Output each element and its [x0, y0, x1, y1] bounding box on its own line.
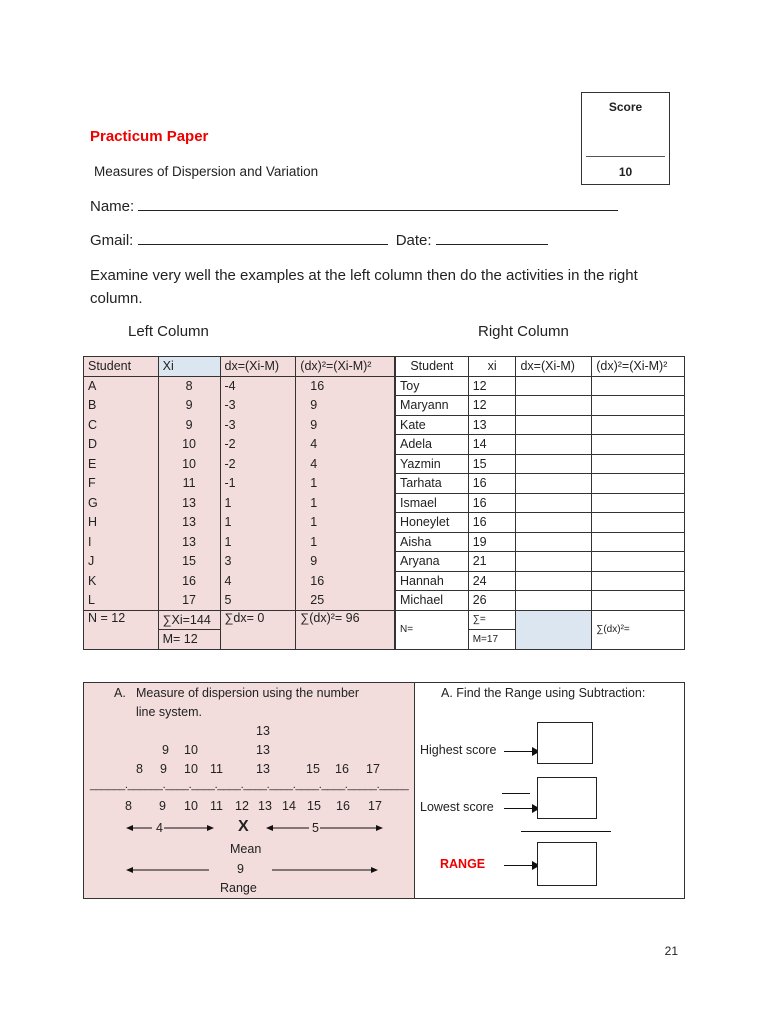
right-cell: 14	[468, 435, 516, 455]
left-cell: D	[84, 435, 159, 455]
left-cell: 25	[296, 591, 395, 611]
right-answer-cell[interactable]	[516, 513, 592, 533]
left-cell: 11	[158, 474, 220, 494]
highest-score-label: Highest score	[420, 743, 497, 757]
axis-tick-11: 11	[210, 799, 223, 813]
distance-left: 4	[156, 821, 163, 835]
left-cell: L	[84, 591, 159, 611]
left-cell: 16	[296, 376, 395, 396]
right-header-xi: xi	[468, 357, 516, 377]
right-answer-cell[interactable]	[516, 454, 592, 474]
axis-tick-12: 12	[235, 799, 249, 813]
right-answer-cell[interactable]	[516, 591, 592, 611]
highest-score-box[interactable]	[537, 722, 593, 764]
right-table-row	[396, 415, 685, 435]
left-summary-row	[84, 610, 395, 630]
score-label: Score	[608, 100, 643, 114]
right-answer-cell[interactable]	[516, 493, 592, 513]
right-cell: Hannah	[396, 571, 469, 591]
right-answer-cell[interactable]	[592, 571, 685, 591]
right-table-row	[396, 552, 685, 572]
gmail-blank[interactable]	[138, 231, 388, 245]
right-column-title: Right Column	[478, 323, 569, 340]
right-header-dx: dx=(Xi-M)	[516, 357, 592, 377]
left-table-row	[84, 396, 395, 416]
left-cell: 1	[220, 493, 296, 513]
right-cell: Kate	[396, 415, 469, 435]
right-table-row	[396, 454, 685, 474]
left-cell: 4	[296, 435, 395, 455]
stack-row-3-v5: 15	[306, 762, 320, 776]
right-table-row	[396, 571, 685, 591]
score-divider	[586, 156, 665, 157]
date-blank[interactable]	[436, 231, 548, 245]
right-sum-dx2: ∑(dx)²=	[592, 610, 685, 649]
right-mean: M=17	[468, 630, 516, 650]
left-table-row	[84, 415, 395, 435]
left-cell: J	[84, 552, 159, 572]
mean-label: Mean	[230, 842, 262, 856]
stack-row-2-b: 10	[184, 743, 198, 757]
left-cell: G	[84, 493, 159, 513]
number-line-heading-2: line system.	[136, 705, 202, 719]
right-answer-cell[interactable]	[516, 474, 592, 494]
left-cell: 10	[158, 454, 220, 474]
left-table-row	[84, 474, 395, 494]
left-cell: H	[84, 513, 159, 533]
left-cell: I	[84, 532, 159, 552]
left-cell: 9	[296, 415, 395, 435]
left-cell: 1	[296, 513, 395, 533]
right-answer-cell[interactable]	[516, 415, 592, 435]
left-header-xi: Xi	[158, 357, 220, 377]
stack-row-2-c: 13	[256, 743, 270, 757]
left-n: N = 12	[84, 610, 159, 649]
right-table-row	[396, 493, 685, 513]
subtraction-heading: A. Find the Range using Subtraction:	[441, 686, 646, 700]
right-summary-row	[396, 610, 685, 630]
right-cell: Yazmin	[396, 454, 469, 474]
right-table-row	[396, 376, 685, 396]
left-mean: M= 12	[158, 630, 220, 650]
right-cell: Aryana	[396, 552, 469, 572]
stack-row-3-v6: 16	[335, 762, 349, 776]
lowest-blank-line	[502, 793, 530, 794]
page-number: 21	[664, 944, 678, 958]
left-cell: -3	[220, 396, 296, 416]
right-cell: 16	[468, 513, 516, 533]
left-cell: 4	[296, 454, 395, 474]
left-table-row	[84, 532, 395, 552]
axis-tick-13: 13	[258, 799, 272, 813]
page-title: Practicum Paper	[90, 128, 209, 145]
right-cell: Maryann	[396, 396, 469, 416]
left-cell: 13	[158, 513, 220, 533]
axis-tick-10: 10	[184, 799, 198, 813]
left-cell: 16	[296, 571, 395, 591]
score-value: 10	[618, 165, 633, 179]
left-cell: -2	[220, 435, 296, 455]
right-cell: Aisha	[396, 532, 469, 552]
right-answer-cell[interactable]	[516, 571, 592, 591]
lowest-score-label: Lowest score	[420, 800, 494, 814]
right-answer-cell[interactable]	[516, 552, 592, 572]
right-answer-cell[interactable]	[592, 532, 685, 552]
right-answer-cell[interactable]	[592, 591, 685, 611]
left-sum-dx2: ∑(dx)²= 96	[296, 610, 395, 649]
right-cell: 24	[468, 571, 516, 591]
left-table-row	[84, 591, 395, 611]
left-cell: 9	[296, 552, 395, 572]
gmail-label: Gmail:	[90, 232, 134, 249]
left-sum-xi: ∑Xi=144	[158, 610, 220, 630]
right-cell: 16	[468, 493, 516, 513]
right-n: N=	[396, 610, 469, 649]
range-section	[83, 682, 685, 899]
left-table-row	[84, 376, 395, 396]
left-cell: 3	[220, 552, 296, 572]
right-cell: 15	[468, 454, 516, 474]
left-header-student: Student	[84, 357, 159, 377]
left-cell: F	[84, 474, 159, 494]
right-answer-cell[interactable]	[592, 376, 685, 396]
left-cell: 9	[158, 396, 220, 416]
stack-row-3-v1: 9	[160, 762, 167, 776]
right-answer-cell[interactable]	[592, 513, 685, 533]
right-answer-cell[interactable]	[592, 396, 685, 416]
right-cell: Honeylet	[396, 513, 469, 533]
left-header-dx: dx=(Xi-M)	[220, 357, 296, 377]
right-cell: Toy	[396, 376, 469, 396]
axis-tick-16: 16	[336, 799, 350, 813]
right-answer-cell[interactable]	[516, 532, 592, 552]
left-cell: 9	[158, 415, 220, 435]
stack-row-3-v7: 17	[366, 762, 380, 776]
right-table	[395, 356, 685, 650]
range-label: Range	[220, 881, 257, 895]
number-line-panel	[84, 683, 415, 898]
left-cell: 13	[158, 532, 220, 552]
range-result-box[interactable]	[537, 842, 597, 886]
left-header-dx2: (dx)²=(Xi-M)²	[296, 357, 395, 377]
left-cell: 5	[220, 591, 296, 611]
number-line-heading-1: Measure of dispersion using the number	[136, 686, 360, 700]
right-answer-cell[interactable]	[516, 435, 592, 455]
right-cell: 12	[468, 376, 516, 396]
right-table-row	[396, 532, 685, 552]
left-table-row	[84, 513, 395, 533]
left-sum-dx: ∑dx= 0	[220, 610, 296, 649]
left-cell: 16	[158, 571, 220, 591]
right-cell: Tarhata	[396, 474, 469, 494]
left-cell: 1	[220, 532, 296, 552]
section-letter-left: A.	[114, 686, 126, 700]
right-cell: 26	[468, 591, 516, 611]
mean-mark: X	[238, 818, 249, 835]
left-cell: 8	[158, 376, 220, 396]
lowest-score-box[interactable]	[537, 777, 597, 819]
left-cell: E	[84, 454, 159, 474]
right-table-row	[396, 513, 685, 533]
right-cell: 16	[468, 474, 516, 494]
stack-row-1: 13	[256, 724, 270, 738]
right-answer-cell[interactable]	[592, 474, 685, 494]
date-label: Date:	[395, 232, 432, 249]
instruction-text: Examine very well the examples at the left column then do the activities in the right column.	[90, 267, 638, 307]
right-header-student: Student	[396, 357, 469, 377]
left-cell: -4	[220, 376, 296, 396]
left-cell: K	[84, 571, 159, 591]
right-answer-cell[interactable]	[516, 396, 592, 416]
right-answer-cell[interactable]	[592, 493, 685, 513]
right-cell: Michael	[396, 591, 469, 611]
left-cell: 1	[296, 474, 395, 494]
left-cell: 13	[158, 493, 220, 513]
right-cell: 13	[468, 415, 516, 435]
left-cell: -2	[220, 454, 296, 474]
page-subtitle: Measures of Dispersion and Variation	[94, 164, 319, 179]
right-table-row	[396, 474, 685, 494]
range-result-label: RANGE	[440, 857, 486, 871]
left-cell: B	[84, 396, 159, 416]
right-cell: 19	[468, 532, 516, 552]
right-answer-cell[interactable]	[592, 415, 685, 435]
score-box	[581, 92, 670, 185]
right-header-dx2: (dx)²=(Xi-M)²	[592, 357, 685, 377]
right-answer-cell[interactable]	[592, 454, 685, 474]
axis-tick-9: 9	[159, 799, 166, 813]
left-cell: A	[84, 376, 159, 396]
left-table-row	[84, 552, 395, 572]
right-sum: ∑=	[468, 610, 516, 630]
right-answer-cell[interactable]	[592, 552, 685, 572]
left-cell: -1	[220, 474, 296, 494]
right-table-row	[396, 396, 685, 416]
gmail-field[interactable]	[90, 231, 548, 249]
name-field[interactable]	[90, 197, 618, 215]
right-table-row	[396, 435, 685, 455]
left-table-row	[84, 454, 395, 474]
left-cell: 10	[158, 435, 220, 455]
left-cell: 1	[296, 493, 395, 513]
left-cell: 17	[158, 591, 220, 611]
axis-tick-17: 17	[368, 799, 382, 813]
right-cell: Ismael	[396, 493, 469, 513]
left-cell: C	[84, 415, 159, 435]
axis-tick-8: 8	[125, 799, 132, 813]
subtraction-line	[521, 831, 611, 832]
left-cell: 15	[158, 552, 220, 572]
range-value: 9	[237, 862, 244, 876]
left-cell: 1	[296, 532, 395, 552]
right-table-row	[396, 591, 685, 611]
number-line-dashes: ______.______.____.____.____.____.____.____.____._____._____	[90, 779, 409, 791]
right-cell: Adela	[396, 435, 469, 455]
name-blank[interactable]	[138, 197, 618, 211]
stack-row-2-a: 9	[162, 743, 169, 757]
left-cell: -3	[220, 415, 296, 435]
axis-tick-15: 15	[307, 799, 321, 813]
stack-row-3-v3: 11	[210, 762, 223, 776]
right-answer-cell[interactable]	[516, 376, 592, 396]
left-cell: 1	[220, 513, 296, 533]
right-sum-dx-cell[interactable]	[516, 610, 592, 649]
axis-tick-14: 14	[282, 799, 296, 813]
left-table	[83, 356, 395, 650]
left-table-row	[84, 571, 395, 591]
right-cell: 21	[468, 552, 516, 572]
left-table-row	[84, 435, 395, 455]
right-cell: 12	[468, 396, 516, 416]
left-column-title: Left Column	[128, 323, 209, 340]
stack-row-3-v0: 8	[136, 762, 143, 776]
stack-row-3-v4: 13	[256, 762, 270, 776]
left-table-row	[84, 493, 395, 513]
stack-row-3-v2: 10	[184, 762, 198, 776]
distance-right: 5	[312, 821, 319, 835]
left-cell: 4	[220, 571, 296, 591]
name-label: Name:	[90, 198, 135, 215]
left-cell: 9	[296, 396, 395, 416]
right-answer-cell[interactable]	[592, 435, 685, 455]
